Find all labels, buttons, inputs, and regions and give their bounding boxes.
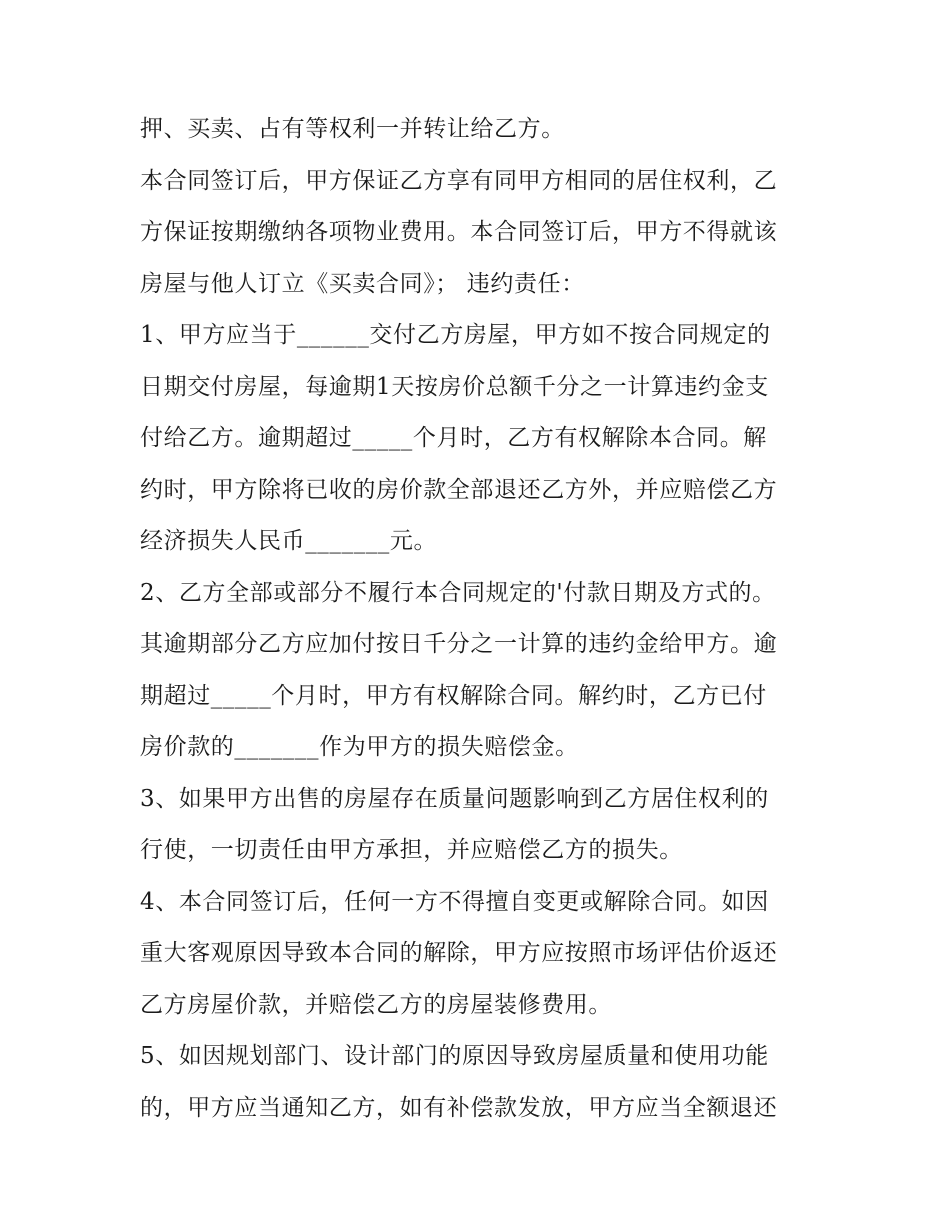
text-line: 付给乙方。逾期超过_____个月时，乙方有权解除本合同。解 xyxy=(140,425,767,451)
text-line: 行使，一切责任由甲方承担，并应赔偿乙方的损失。 xyxy=(140,837,683,863)
text-line: 4、本合同签订后，任何一方不得擅自变更或解除合同。如因 xyxy=(140,888,769,915)
contract-text xyxy=(140,107,815,1137)
text-line: 房屋与他人订立《买卖合同》； 违约责任： xyxy=(140,270,585,297)
text-line: 其逾期部分乙方应加付按日千分之一计算的违约金给甲方。逾 xyxy=(140,631,778,657)
text-line: 本合同签订后，甲方保证乙方享有同甲方相同的居住权利，乙 xyxy=(140,167,778,194)
text-line: 房价款的_______作为甲方的损失赔偿金。 xyxy=(140,734,579,760)
text-line: 5、如因规划部门、设计部门的原因导致房屋质量和使用功能 xyxy=(140,1043,769,1069)
text-line: 重大客观原因导致本合同的解除，甲方应按照市场评估价返还 xyxy=(140,940,778,966)
text-line: 乙方房屋价款，并赔偿乙方的房屋装修费用。 xyxy=(140,991,612,1018)
text-line: 方保证按期缴纳各项物业费用。本合同签订后，甲方不得就该 xyxy=(140,219,778,245)
text-line: 日期交付房屋，每逾期1天按房价总额千分之一计算违约金支 xyxy=(140,373,769,400)
text-line: 的，甲方应当通知乙方，如有补偿款发放，甲方应当全额退还 xyxy=(140,1094,778,1121)
text-line: 2、乙方全部或部分不履行本合同规定的'付款日期及方式的。 xyxy=(140,579,776,606)
text-line: 经济损失人民币_______元。 xyxy=(140,528,438,554)
text-line: 3、如果甲方出售的房屋存在质量问题影响到乙方居住权利的 xyxy=(140,785,769,812)
text-line: 1、甲方应当于______交付乙方房屋，甲方如不按合同规定的 xyxy=(140,322,771,348)
text-line: 约时，甲方除将已收的房价款全部退还乙方外，并应赔偿乙方 xyxy=(140,476,778,503)
text-line: 押、买卖、占有等权利一并转让给乙方。 xyxy=(140,116,565,142)
text-line: 期超过_____个月时，甲方有权解除合同。解约时，乙方已付 xyxy=(140,682,767,709)
